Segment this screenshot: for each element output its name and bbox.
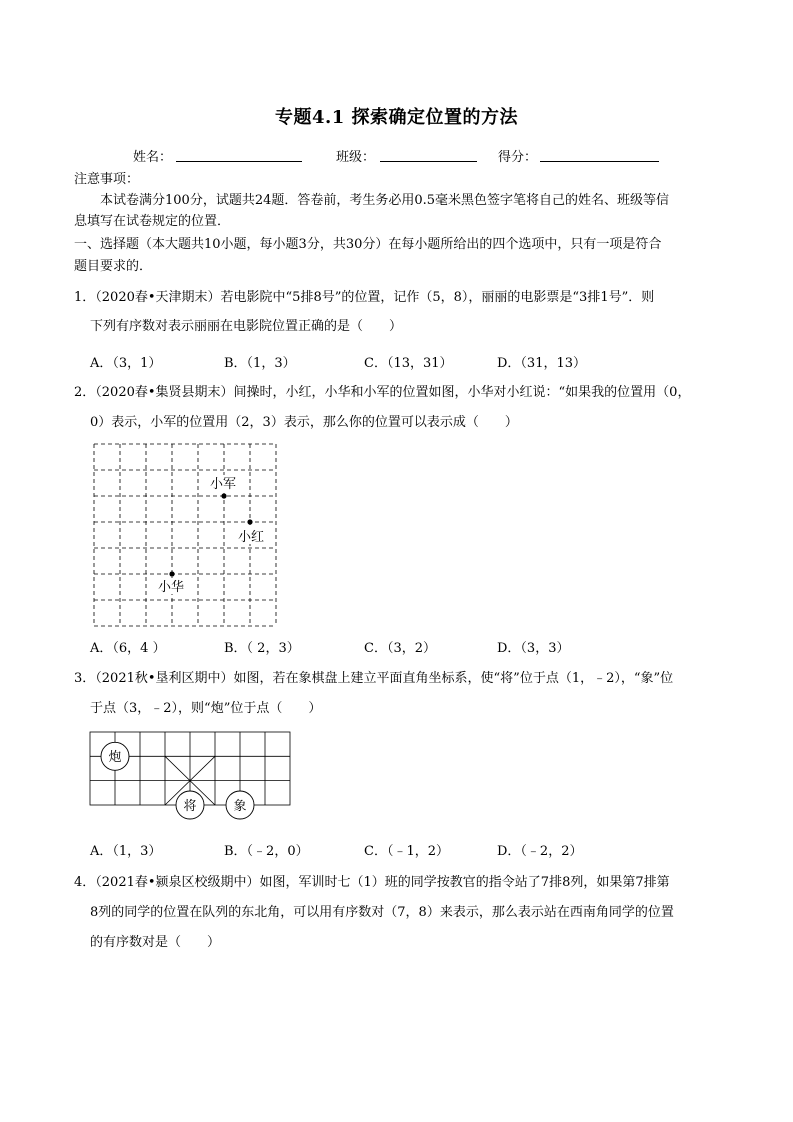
- xiang-label: 象: [233, 799, 247, 814]
- q1-option-a[interactable]: A．（3，1）: [90, 356, 162, 371]
- notes-line-1: 本试卷满分100分，试题共24题．答卷前，考生务必用0.5毫米黑色签字笔将自己的姓名、班级等信: [100, 193, 670, 208]
- xiang-piece: [226, 791, 254, 819]
- q2-stem-line-2: 0）表示，小军的位置用（2，3）表示，那么你的位置可以表示成（ ）: [90, 415, 518, 430]
- xiaohua-dot: [169, 571, 174, 576]
- q3-stem-line-2: 于点（3，﹣2），则“炮”位于点（ ）: [90, 701, 322, 716]
- name-label: 姓名：: [133, 150, 173, 165]
- jiang-label: 将: [183, 799, 197, 814]
- q2-option-d[interactable]: D．（3，3）: [497, 641, 570, 656]
- q2-option-c[interactable]: C．（3，2）: [364, 641, 436, 656]
- page-title: 专题4.1 探索确定位置的方法: [274, 107, 519, 128]
- xiaohua-label: 小华: [158, 580, 185, 595]
- notes-heading: 注意事项：: [74, 172, 140, 187]
- q1-option-c[interactable]: C．（13，31）: [364, 356, 453, 371]
- q4-stem-line-1: 4．（2021春•颍泉区校级期中）如图，军训时七（1）班的同学按教官的指令站了7排8列，如果第7排第: [74, 875, 670, 890]
- q2-option-a[interactable]: A．（6，4 ）: [90, 641, 166, 656]
- q3-option-c[interactable]: C．（﹣1，2）: [364, 844, 449, 859]
- q2-grid-figure: [90, 440, 282, 630]
- pao-piece: [101, 742, 129, 770]
- q4-stem-line-2: 8列的同学的位置在队列的东北角，可以用有序数对（7，8）来表示，那么表示站在西南角同学的位置: [90, 905, 674, 920]
- section-heading-line-2: 题目要求的．: [74, 259, 153, 274]
- class-label: 班级：: [336, 150, 376, 165]
- q3-chessboard-figure: [88, 730, 292, 822]
- q3-option-d[interactable]: D．（﹣2，2）: [497, 844, 583, 859]
- q1-option-b[interactable]: B．（1，3）: [224, 356, 296, 371]
- pao-label: 炮: [108, 750, 122, 765]
- q1-option-d[interactable]: D．（31，13）: [497, 356, 587, 371]
- q3-option-b[interactable]: B．（﹣2，0）: [224, 844, 309, 859]
- jiang-piece: [176, 791, 204, 819]
- score-blank[interactable]: [540, 161, 659, 162]
- q1-stem-line-2: 下列有序数对表示丽丽在电影院位置正确的是（ ）: [90, 319, 403, 334]
- q1-stem-line-1: 1．（2020春•天津期末）若电影院中“5排8号”的位置，记作（5，8），丽丽的电影票是“3排1号”．则: [74, 290, 655, 305]
- q3-option-a[interactable]: A．（1，3）: [90, 844, 162, 859]
- score-label: 得分：: [498, 150, 538, 165]
- xiaohong-label: 小红: [238, 530, 265, 545]
- xiaojun-label: 小军: [210, 477, 237, 492]
- class-blank[interactable]: [380, 161, 477, 162]
- notes-line-2: 息填写在试卷规定的位置．: [74, 214, 231, 229]
- q2-stem-line-1: 2．（2020春•集贤县期末）间操时，小红，小华和小军的位置如图，小华对小红说：“如果我的位置用（0，: [74, 385, 691, 400]
- q3-stem-line-1: 3．（2021秋•垦利区期中）如图，若在象棋盘上建立平面直角坐标系，使“将”位于点（1，﹣2），“象”位: [74, 671, 674, 686]
- q2-option-b[interactable]: B．（ 2，3）: [224, 641, 300, 656]
- q4-stem-line-3: 的有序数对是（ ）: [90, 935, 221, 950]
- name-blank[interactable]: [176, 161, 302, 162]
- xiaojun-dot: [221, 493, 226, 498]
- section-heading-line-1: 一、选择题（本大题共10小题，每小题3分，共30分）在每小题所给出的四个选项中，只有一项是符合: [74, 237, 662, 252]
- xiaohong-dot: [247, 519, 252, 524]
